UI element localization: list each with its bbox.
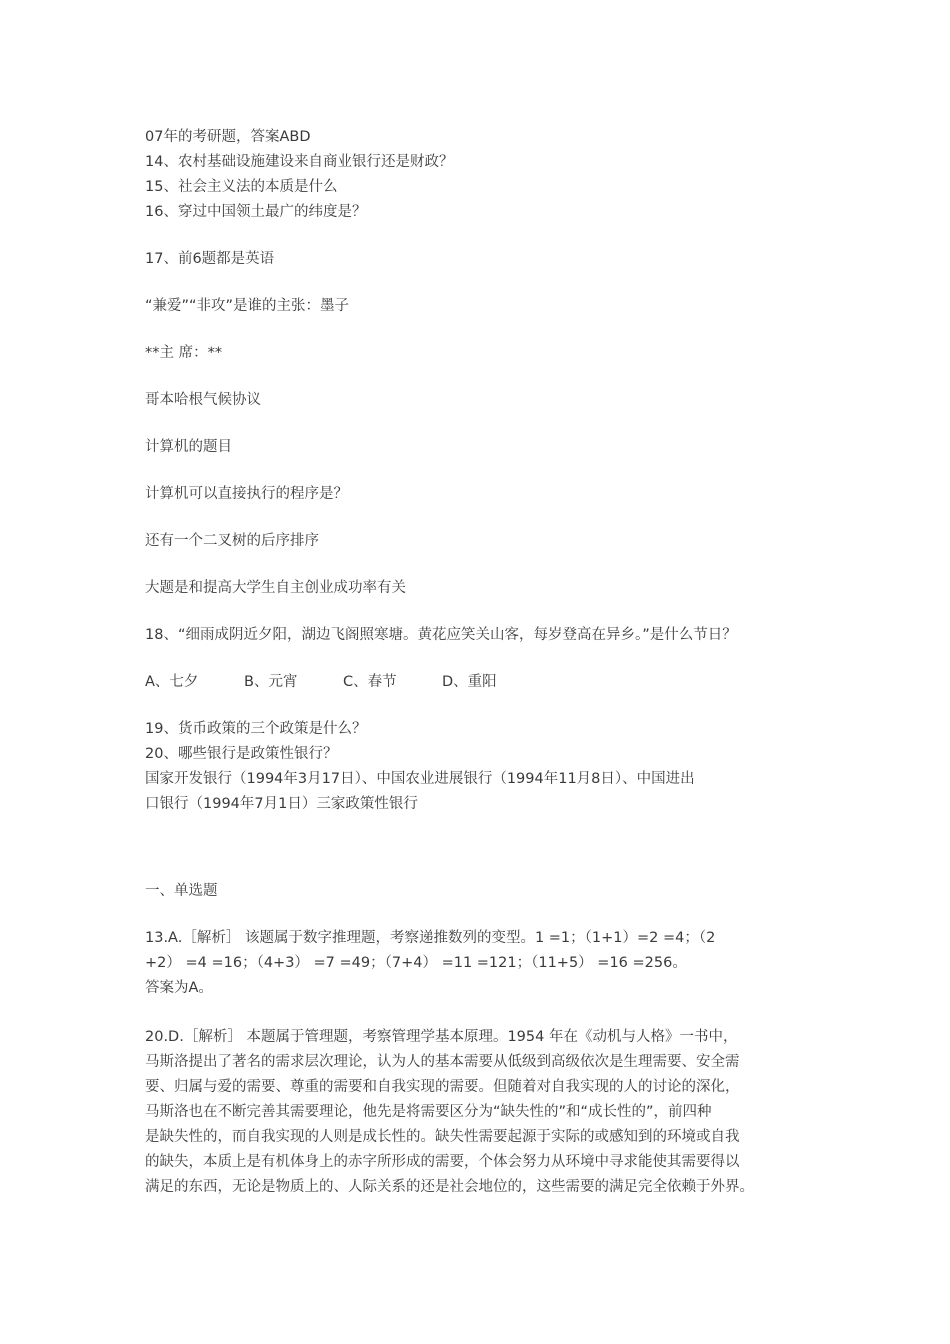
option-a: A、七夕: [145, 674, 199, 690]
text-line: 还有一个二叉树的后序排序: [145, 533, 319, 549]
answer-options: [145, 670, 825, 695]
text-line: **主 席：**: [145, 345, 223, 361]
text-line: 满足的东西，无论是物质上的、人际关系的还是社会地位的，这些需要的满足完全依赖于外界。: [145, 1179, 754, 1195]
section-heading: 一、单选题: [145, 883, 218, 899]
text-line: 17、前6题都是英语: [145, 251, 275, 267]
text-line: 07年的考研题，答案ABD: [145, 129, 311, 145]
question-block-19-20: [145, 717, 825, 817]
question-18: 18、“细雨成阴近夕阳，湖边飞阁照寒塘。黄花应笑关山客，每岁登高在异乡。”是什么节日？: [145, 627, 737, 643]
text-line: 的缺失，本质上是有机体身上的赤字所形成的需要，个体会努力从环境中寻求能使其需要得以: [145, 1154, 740, 1170]
option-b: B、元宵: [244, 674, 298, 690]
text-line: 20、哪些银行是政策性银行？: [145, 746, 338, 762]
option-c: C、春节: [343, 674, 397, 690]
text-line: 答案为A。: [145, 980, 213, 996]
text-line: 计算机的题目: [145, 439, 232, 455]
text-line: 计算机可以直接执行的程序是？: [145, 486, 348, 502]
text-line: +2） =4 =16；（4+3） =7 =49；（7+4） =11 =121；（11+5） =16 =256。: [145, 955, 687, 971]
text-line: 19、货币政策的三个政策是什么？: [145, 721, 367, 737]
document-body: [145, 125, 825, 1200]
text-line: 大题是和提高大学生自主创业成功率有关: [145, 580, 406, 596]
text-line: 14、农村基础设施建设来自商业银行还是财政？: [145, 154, 454, 170]
answer-13: [145, 926, 825, 1001]
text-line: 13.A.［解析］ 该题属于数字推理题，考察递推数列的变型。1 =1；（1+1）=2 =4；（2: [145, 930, 716, 946]
text-line: 哥本哈根气候协议: [145, 392, 261, 408]
text-line: 16、穿过中国领土最广的纬度是？: [145, 204, 367, 220]
text-line: 20.D.［解析］ 本题属于管理题，考察管理学基本原理。1954 年在《动机与人格》一书中，: [145, 1029, 738, 1045]
answer-20: [145, 1025, 825, 1200]
text-line: 马斯洛提出了著名的需求层次理论，认为人的基本需要从低级到高级依次是生理需要、安全需: [145, 1054, 740, 1070]
text-line: 15、社会主义法的本质是什么: [145, 179, 338, 195]
text-line: 是缺失性的，而自我实现的人则是成长性的。缺失性需要起源于实际的或感知到的环境或自我: [145, 1129, 740, 1145]
question-block-07: [145, 125, 825, 225]
text-line: 马斯洛也在不断完善其需要理论，他先是将需要区分为“缺失性的”和“成长性的”，前四种: [145, 1104, 712, 1120]
text-line: 国家开发银行（1994年3月17日）、中国农业进展银行（1994年11月8日）、中国进出: [145, 771, 695, 787]
text-line: 要、归属与爱的需要、尊重的需要和自我实现的需要。但随着对自我实现的人的讨论的深化，: [145, 1079, 740, 1095]
text-line: “兼爱”“非攻”是谁的主张：墨子: [145, 298, 350, 314]
text-line: 口银行（1994年7月1日）三家政策性银行: [145, 796, 418, 812]
option-d: D、重阳: [442, 674, 497, 690]
